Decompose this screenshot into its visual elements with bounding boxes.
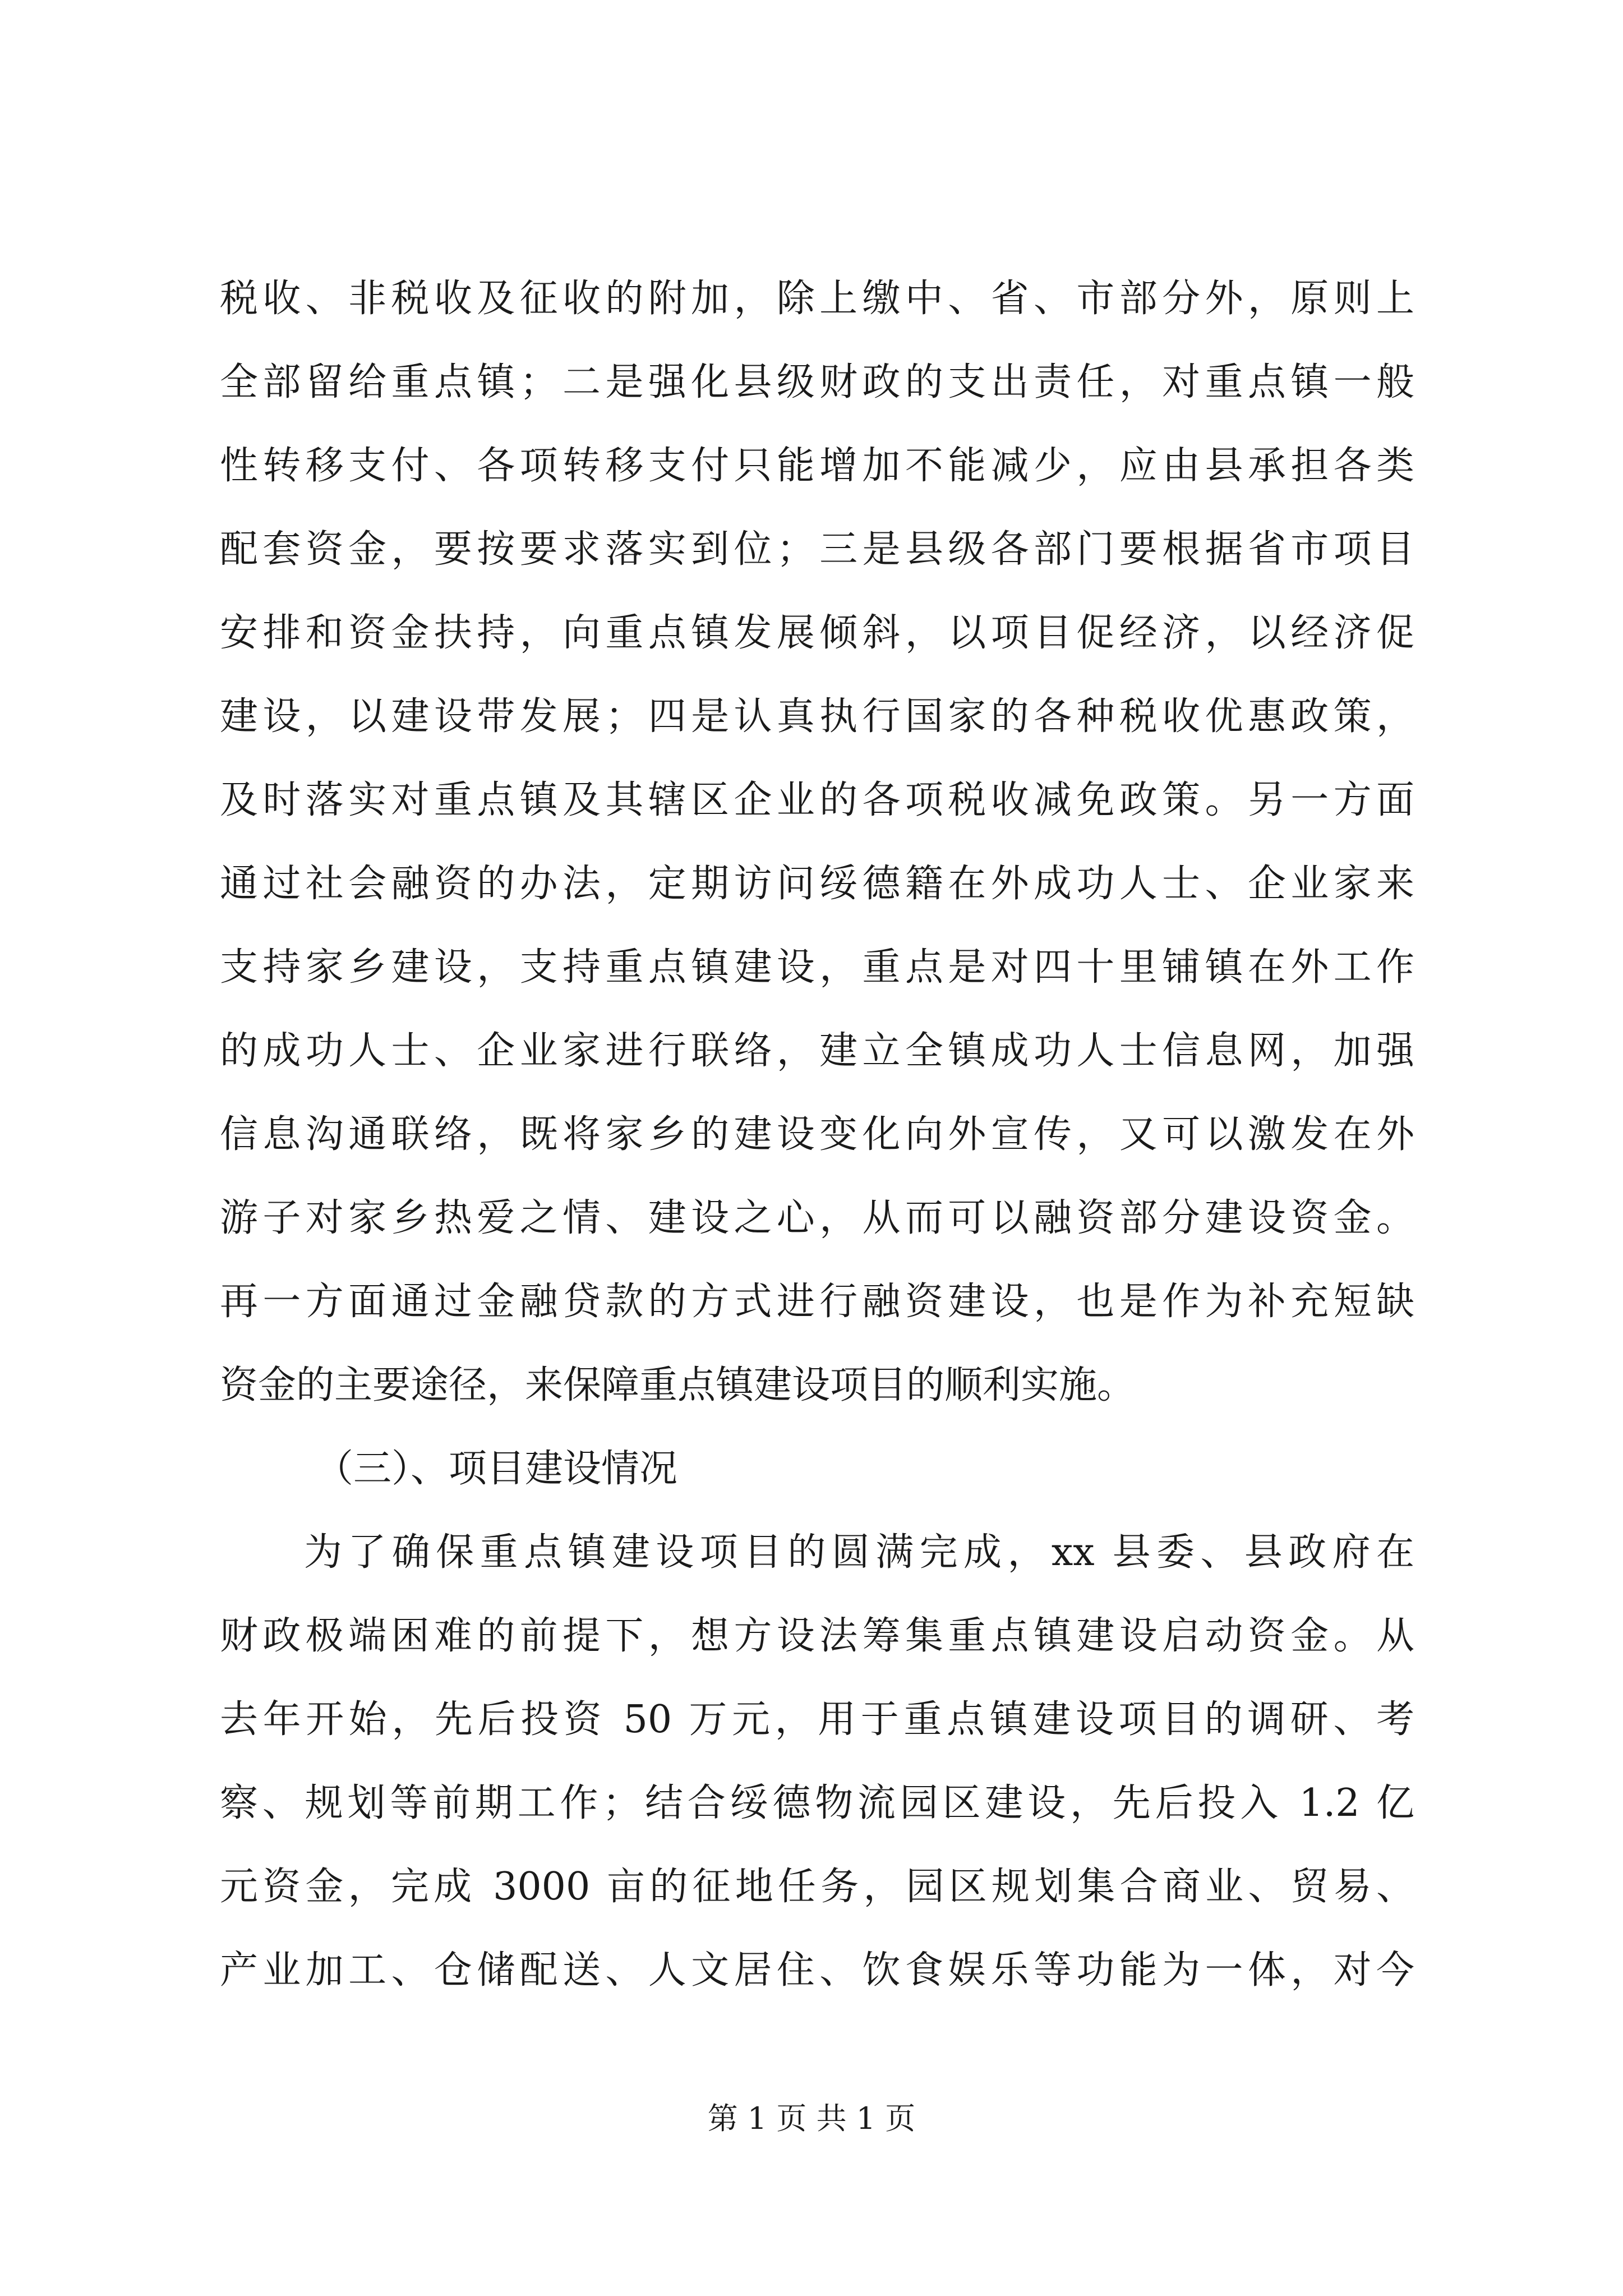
paragraph-line: 性转移支付、各项转移支付只能增加不能减少，应由县承担各类 — [220, 444, 1414, 488]
paragraph-line: 建设，以建设带发展；四是认真执行国家的各种税收优惠政策， — [220, 694, 1414, 739]
section-paragraph-first-line: 为了确保重点镇建设项目的圆满完成，xx 县委、县政府在 — [304, 1530, 1414, 1575]
paragraph-line: 通过社会融资的办法，定期访问绥德籍在外成功人士、企业家来 — [220, 862, 1414, 906]
section-paragraph-line: 元资金，完成 3000 亩的征地任务，园区规划集合商业、贸易、 — [220, 1865, 1414, 1909]
section-heading: （三）、项目建设情况 — [315, 1447, 678, 1491]
paragraph-line: 的成功人士、企业家进行联络，建立全镇成功人士信息网，加强 — [220, 1029, 1414, 1073]
paragraph-line: 游子对家乡热爱之情、建设之心，从而可以融资部分建设资金。 — [220, 1196, 1414, 1240]
paragraph-line: 配套资金，要按要求落实到位；三是县级各部门要根据省市项目 — [220, 527, 1414, 572]
paragraph-line: 安排和资金扶持，向重点镇发展倾斜，以项目促经济，以经济促 — [220, 611, 1414, 655]
section-paragraph-line: 去年开始，先后投资 50 万元，用于重点镇建设项目的调研、考 — [220, 1697, 1414, 1742]
paragraph-line: 税收、非税收及征收的附加，除上缴中、省、市部分外，原则上 — [220, 277, 1414, 321]
paragraph-line: 全部留给重点镇；二是强化县级财政的支出责任，对重点镇一般 — [220, 360, 1414, 404]
paragraph-line: 及时落实对重点镇及其辖区企业的各项税收减免政策。另一方面 — [220, 778, 1414, 822]
page-footer: 第 1 页 共 1 页 — [707, 2101, 916, 2136]
section-paragraph-line: 察、规划等前期工作；结合绥德物流园区建设，先后投入 1.2 亿 — [220, 1781, 1414, 1825]
paragraph-line: 再一方面通过金融贷款的方式进行融资建设，也是作为补充短缺 — [220, 1280, 1414, 1324]
document-body — [220, 257, 1414, 2012]
section-paragraph-line: 财政极端困难的前提下，想方设法筹集重点镇建设启动资金。从 — [220, 1614, 1414, 1658]
section-paragraph-line: 产业加工、仓储配送、人文居住、饮食娱乐等功能为一体，对今 — [220, 1948, 1414, 1993]
paragraph-line: 信息沟通联络，既将家乡的建设变化向外宣传，又可以激发在外 — [220, 1112, 1414, 1157]
paragraph-line: 支持家乡建设，支持重点镇建设，重点是对四十里铺镇在外工作 — [220, 945, 1414, 990]
paragraph-line-last: 资金的主要途径，来保障重点镇建设项目的顺利实施。 — [220, 1363, 1136, 1407]
